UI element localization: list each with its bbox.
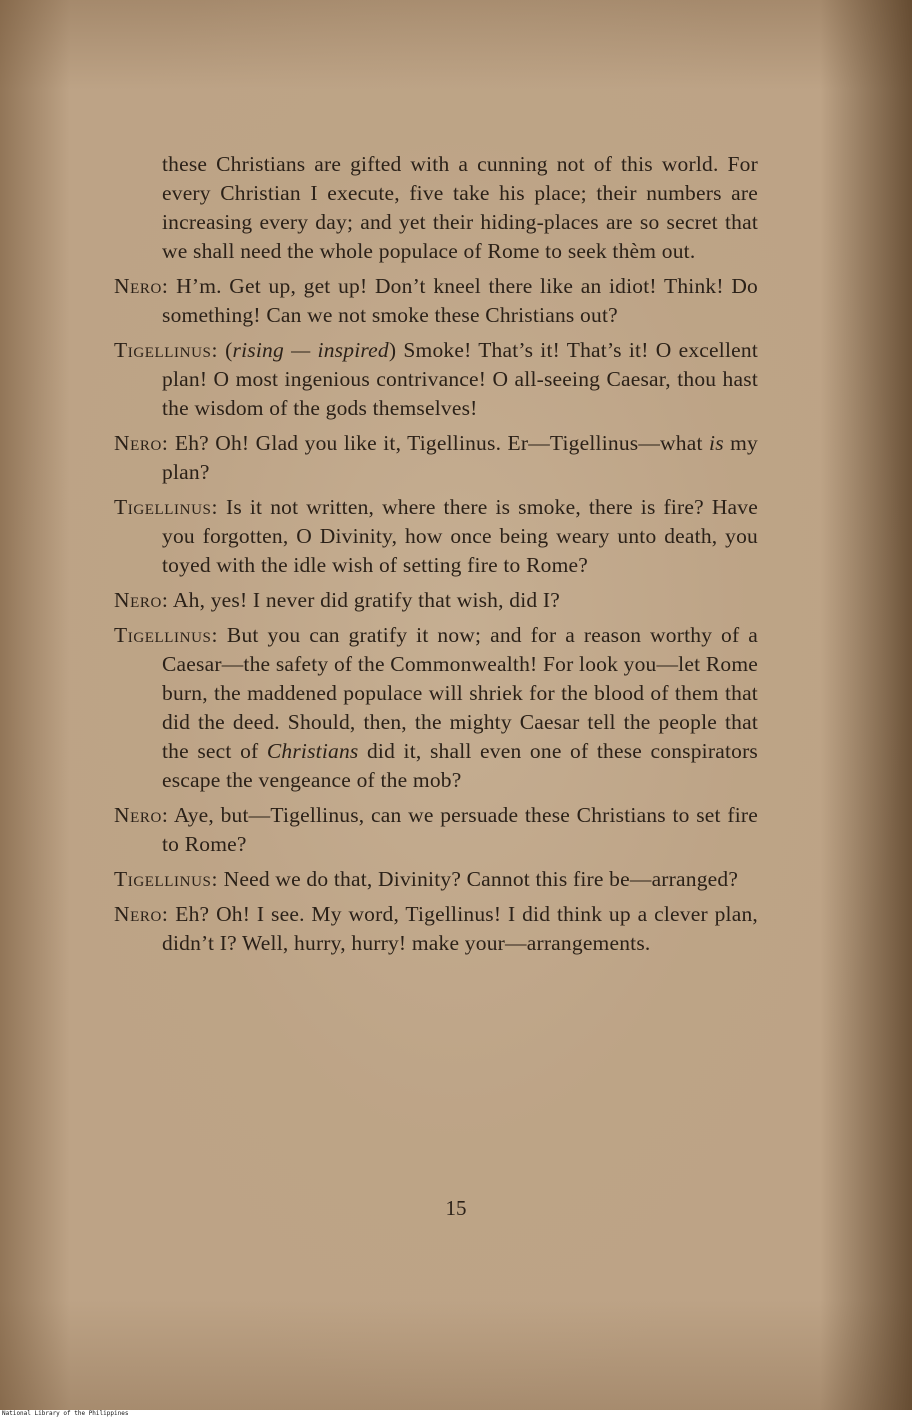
dialogue-text: H’m. Get up, get up! Don’t kneel there like an idiot! Think! Do something! Can we not smoke these Christians out? xyxy=(162,274,758,327)
dialogue-text: Is it not written, where there is smoke, there is fire? Have you forgotten, O Divinity, how once being weary unto death, you toyed with the idle wish of setting fire to Rome? xyxy=(162,495,758,577)
dialogue-paragraph xyxy=(114,586,758,615)
dialogue-paragraph xyxy=(114,336,758,423)
speaker-name: Nero: xyxy=(114,803,169,827)
dialogue-paragraph xyxy=(114,272,758,330)
speaker-name: Nero: xyxy=(114,274,169,298)
dialogue-text: Eh? Oh! I see. My word, Tigellinus! I did think up a clever plan, didn’t I? Well, hurry, hurry! make your—arrangements. xyxy=(162,902,758,955)
dialogue-text: Aye, but—Tigellinus, can we persuade these Christians to set fire to Rome? xyxy=(162,803,758,856)
speaker-name: Tigellinus: xyxy=(114,338,219,362)
dialogue-text: ( xyxy=(218,338,233,362)
speaker-name: Nero: xyxy=(114,902,169,926)
dialogue-paragraph xyxy=(114,429,758,487)
speaker-name: Nero: xyxy=(114,588,169,612)
dialogue-paragraph xyxy=(114,900,758,958)
dialogue-paragraph xyxy=(114,621,758,795)
page-number: 15 xyxy=(445,1196,467,1220)
speaker-name: Tigellinus: xyxy=(114,495,219,519)
emphasis-text: Christians xyxy=(266,739,359,763)
dialogue-text: did it, shall even one of these conspirators escape the vengeance of the mob? xyxy=(162,739,758,792)
stage-direction: rising — inspired xyxy=(232,338,389,362)
speaker-name: Nero: xyxy=(114,431,169,455)
dialogue-text: ) Smoke! That’s it! That’s it! O excellent plan! O most ingenious contrivance! O all-seeing Caesar, thou hast the wisdom of the gods themselves! xyxy=(162,338,759,420)
dialogue-paragraph xyxy=(114,493,758,580)
speaker-name: Tigellinus: xyxy=(114,867,219,891)
dialogue-paragraph xyxy=(114,801,758,859)
dialogue-text: But you can gratify it now; and for a reason worthy of a Caesar—the safety of the Commonwealth! For look you—let Rome burn, the maddened populace will shriek for the blood of them that did the deed. Should, then, the mighty Caesar tell the people that the sect of xyxy=(162,623,758,763)
emphasis-text: is xyxy=(709,431,724,455)
dialogue-text: these Christians are gifted with a cunning not of this world. For every Christian I execute, five take his place; their numbers are increasing every day; and yet their hiding-places are so secret that we shall need the whole populace of Rome to seek thèm out. xyxy=(162,152,758,263)
footer-credit: National Library of the Philippines xyxy=(0,1410,912,1418)
dialogue-paragraph xyxy=(114,865,758,894)
speaker-name: Tigellinus: xyxy=(114,623,219,647)
dialogue-text: my plan? xyxy=(162,431,759,484)
dialogue-text: Eh? Oh! Glad you like it, Tigellinus. Er—Tigellinus—what xyxy=(168,431,710,455)
dialogue-text: Ah, yes! I never did gratify that wish, did I? xyxy=(168,588,561,612)
dialogue-text: Need we do that, Divinity? Cannot this fire be—arranged? xyxy=(218,867,739,891)
dialogue-paragraph xyxy=(114,150,758,266)
play-script-text xyxy=(114,150,758,964)
